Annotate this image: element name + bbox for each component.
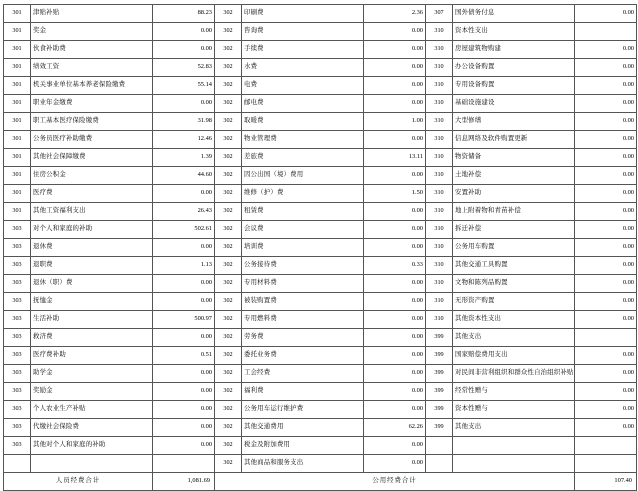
table-row	[4, 257, 637, 275]
budget-table	[3, 4, 637, 491]
cell-name: 助学金	[31, 365, 153, 383]
cell-code: 310	[426, 77, 453, 95]
cell-name: 无形资产购置	[453, 293, 575, 311]
cell-amount: 88.23	[153, 5, 215, 23]
cell-code: 310	[426, 95, 453, 113]
cell-amount: 13.11	[364, 149, 426, 167]
cell-amount: 0.00	[364, 401, 426, 419]
cell-code: 301	[4, 113, 31, 131]
cell-code: 302	[215, 23, 242, 41]
cell-amount: 0.00	[153, 185, 215, 203]
cell-name: 其他支出	[453, 329, 575, 347]
cell-name	[453, 455, 575, 473]
cell-name: 其他商品和服务支出	[242, 455, 364, 473]
cell-amount: 0.00	[364, 311, 426, 329]
cell-amount: 500.97	[153, 311, 215, 329]
cell-code: 301	[4, 167, 31, 185]
table-row	[4, 383, 637, 401]
cell-name: 其他交通工具购置	[453, 257, 575, 275]
cell-code: 310	[426, 23, 453, 41]
cell-name	[453, 437, 575, 455]
cell-code: 301	[4, 5, 31, 23]
cell-name: 被装购置费	[242, 293, 364, 311]
cell-amount: 0.00	[575, 185, 637, 203]
table-row	[4, 5, 637, 23]
cell-name: 奖励金	[31, 383, 153, 401]
cell-name: 税金及附加费用	[242, 437, 364, 455]
cell-amount: 31.98	[153, 113, 215, 131]
cell-amount: 0.00	[575, 311, 637, 329]
cell-amount: 0.00	[364, 23, 426, 41]
cell-amount: 0.00	[364, 239, 426, 257]
cell-name: 手续费	[242, 41, 364, 59]
cell-amount: 44.60	[153, 167, 215, 185]
table-row	[4, 113, 637, 131]
cell-name: 租赁费	[242, 203, 364, 221]
cell-code: 399	[426, 419, 453, 437]
cell-name: 生活补助	[31, 311, 153, 329]
cell-name: 印刷费	[242, 5, 364, 23]
cell-code: 303	[4, 311, 31, 329]
cell-name: 退休费	[31, 239, 153, 257]
cell-amount: 0.00	[364, 437, 426, 455]
cell-code: 303	[4, 293, 31, 311]
cell-name: 物业管理费	[242, 131, 364, 149]
cell-code: 302	[215, 239, 242, 257]
cell-name: 医疗费补助	[31, 347, 153, 365]
cell-code: 399	[426, 347, 453, 365]
cell-code: 301	[4, 77, 31, 95]
cell-amount: 0.00	[153, 383, 215, 401]
cell-amount: 0.00	[575, 383, 637, 401]
table-row	[4, 365, 637, 383]
cell-name: 差旅费	[242, 149, 364, 167]
table-row	[4, 77, 637, 95]
cell-code: 302	[215, 131, 242, 149]
cell-amount: 0.00	[364, 131, 426, 149]
cell-code: 310	[426, 113, 453, 131]
table-row	[4, 167, 637, 185]
cell-name: 退职费	[31, 257, 153, 275]
cell-code: 310	[426, 275, 453, 293]
cell-code: 302	[215, 257, 242, 275]
cell-code: 310	[426, 221, 453, 239]
cell-name: 维修（护）费	[242, 185, 364, 203]
cell-code: 302	[215, 401, 242, 419]
cell-code: 302	[215, 167, 242, 185]
cell-name: 专用设备购置	[453, 77, 575, 95]
cell-name: 专用材料费	[242, 275, 364, 293]
cell-code: 310	[426, 59, 453, 77]
cell-code: 310	[426, 293, 453, 311]
cell-code: 302	[215, 203, 242, 221]
cell-amount	[575, 23, 637, 41]
cell-code: 303	[4, 347, 31, 365]
table-row	[4, 275, 637, 293]
cell-name: 大型修缮	[453, 113, 575, 131]
table-row	[4, 401, 637, 419]
cell-amount: 0.00	[575, 347, 637, 365]
cell-amount	[575, 329, 637, 347]
cell-name: 救济费	[31, 329, 153, 347]
cell-code: 303	[4, 275, 31, 293]
cell-code	[426, 455, 453, 473]
cell-name: 公务员医疗补助缴费	[31, 131, 153, 149]
cell-amount: 0.00	[575, 203, 637, 221]
cell-amount: 0.00	[575, 41, 637, 59]
cell-amount	[575, 455, 637, 473]
cell-code: 303	[4, 239, 31, 257]
cell-code: 307	[426, 5, 453, 23]
cell-amount: 0.00	[153, 239, 215, 257]
cell-name: 培训费	[242, 239, 364, 257]
cell-code: 303	[4, 365, 31, 383]
cell-name: 取暖费	[242, 113, 364, 131]
cell-amount: 0.00	[364, 59, 426, 77]
cell-code: 302	[215, 221, 242, 239]
cell-amount: 0.00	[364, 365, 426, 383]
cell-name: 奖金	[31, 23, 153, 41]
cell-amount: 0.00	[575, 401, 637, 419]
cell-amount: 0.00	[153, 329, 215, 347]
cell-name: 对民间非营利组织和群众性自治组织补贴	[453, 365, 575, 383]
cell-name: 医疗费	[31, 185, 153, 203]
table-row	[4, 311, 637, 329]
cell-amount: 0.00	[575, 365, 637, 383]
cell-code: 302	[215, 329, 242, 347]
cell-code: 310	[426, 149, 453, 167]
cell-code: 302	[215, 383, 242, 401]
totals-row	[4, 473, 637, 491]
cell-name: 资本性支出	[453, 23, 575, 41]
cell-code: 303	[4, 419, 31, 437]
cell-code: 399	[426, 401, 453, 419]
cell-amount: 0.00	[364, 95, 426, 113]
cell-name: 拆迁补偿	[453, 221, 575, 239]
cell-name: 职业年金缴费	[31, 95, 153, 113]
cell-amount: 0.00	[575, 59, 637, 77]
table-row	[4, 23, 637, 41]
cell-amount: 0.00	[575, 95, 637, 113]
cell-amount: 2.36	[364, 5, 426, 23]
cell-code: 303	[4, 383, 31, 401]
cell-code: 302	[215, 455, 242, 473]
cell-amount: 0.00	[153, 365, 215, 383]
cell-name: 安置补助	[453, 185, 575, 203]
cell-amount: 55.14	[153, 77, 215, 95]
cell-amount: 62.26	[364, 419, 426, 437]
table-row	[4, 59, 637, 77]
cell-name: 公务用车运行维护费	[242, 401, 364, 419]
cell-name: 其他对个人和家庭的补助	[31, 437, 153, 455]
cell-code: 303	[4, 401, 31, 419]
cell-amount: 0.00	[364, 455, 426, 473]
table-row	[4, 203, 637, 221]
cell-name: 邮电费	[242, 95, 364, 113]
cell-amount: 0.00	[575, 239, 637, 257]
cell-code: 302	[215, 437, 242, 455]
cell-name: 国家赔偿费用支出	[453, 347, 575, 365]
cell-name	[31, 455, 153, 473]
cell-code: 302	[215, 275, 242, 293]
table-row	[4, 437, 637, 455]
cell-name: 地上附着物和青苗补偿	[453, 203, 575, 221]
cell-amount	[575, 437, 637, 455]
cell-amount: 1.50	[364, 185, 426, 203]
cell-name: 经常性赠与	[453, 383, 575, 401]
cell-amount: 1.13	[153, 257, 215, 275]
cell-amount: 0.00	[153, 293, 215, 311]
cell-name: 房屋建筑物购建	[453, 41, 575, 59]
cell-name: 工会经费	[242, 365, 364, 383]
cell-name: 专用燃料费	[242, 311, 364, 329]
cell-code: 302	[215, 41, 242, 59]
cell-name: 津贴补贴	[31, 5, 153, 23]
cell-name: 对个人和家庭的补助	[31, 221, 153, 239]
cell-name: 代缴社会保险费	[31, 419, 153, 437]
cell-amount: 0.00	[364, 167, 426, 185]
cell-code: 310	[426, 167, 453, 185]
table-row	[4, 293, 637, 311]
cell-amount	[153, 455, 215, 473]
table-row	[4, 329, 637, 347]
cell-code: 302	[215, 185, 242, 203]
cell-amount: 0.00	[575, 419, 637, 437]
cell-name: 文物和陈列品购置	[453, 275, 575, 293]
table-row	[4, 95, 637, 113]
cell-amount: 0.00	[153, 95, 215, 113]
cell-code: 399	[426, 383, 453, 401]
cell-amount: 52.83	[153, 59, 215, 77]
cell-name: 其他工资福利支出	[31, 203, 153, 221]
cell-name: 信息网络及软件购置更新	[453, 131, 575, 149]
cell-code: 302	[215, 347, 242, 365]
cell-amount: 0.00	[364, 329, 426, 347]
cell-name: 会议费	[242, 221, 364, 239]
cell-code: 310	[426, 41, 453, 59]
cell-name: 个人农业生产补贴	[31, 401, 153, 419]
cell-code: 302	[215, 311, 242, 329]
cell-amount: 0.00	[575, 149, 637, 167]
cell-code: 301	[4, 23, 31, 41]
cell-amount: 0.00	[153, 401, 215, 419]
cell-amount: 0.00	[575, 293, 637, 311]
table-row	[4, 131, 637, 149]
cell-name: 资本性赠与	[453, 401, 575, 419]
cell-code: 303	[4, 221, 31, 239]
cell-code: 301	[4, 185, 31, 203]
cell-amount: 502.61	[153, 221, 215, 239]
cell-name: 公务用车购置	[453, 239, 575, 257]
cell-code: 302	[215, 293, 242, 311]
cell-name: 因公出国（境）费用	[242, 167, 364, 185]
cell-code	[426, 437, 453, 455]
cell-code: 302	[215, 59, 242, 77]
cell-amount: 1.39	[153, 149, 215, 167]
cell-amount: 0.00	[364, 77, 426, 95]
cell-code: 301	[4, 131, 31, 149]
table-row	[4, 347, 637, 365]
cell-amount: 0.00	[364, 221, 426, 239]
cell-amount: 0.00	[364, 347, 426, 365]
cell-name: 住房公积金	[31, 167, 153, 185]
cell-name: 国外债务付息	[453, 5, 575, 23]
cell-name: 绩效工资	[31, 59, 153, 77]
cell-code: 301	[4, 95, 31, 113]
cell-amount: 0.00	[575, 275, 637, 293]
cell-amount: 0.00	[364, 383, 426, 401]
table-row	[4, 239, 637, 257]
cell-name: 土地补偿	[453, 167, 575, 185]
cell-amount: 0.00	[153, 23, 215, 41]
cell-code: 310	[426, 257, 453, 275]
cell-code: 301	[4, 203, 31, 221]
cell-code: 301	[4, 41, 31, 59]
personnel-total-amount: 1,081.69	[153, 473, 215, 491]
cell-code: 302	[215, 5, 242, 23]
cell-code: 310	[426, 131, 453, 149]
cell-code: 302	[215, 149, 242, 167]
cell-amount: 0.00	[153, 275, 215, 293]
cell-name: 机关事业单位基本养老保险缴费	[31, 77, 153, 95]
cell-amount: 26.43	[153, 203, 215, 221]
cell-amount: 0.00	[153, 437, 215, 455]
cell-amount: 0.00	[575, 167, 637, 185]
cell-name: 其他支出	[453, 419, 575, 437]
cell-amount: 0.33	[364, 257, 426, 275]
table-row	[4, 185, 637, 203]
table-row	[4, 41, 637, 59]
cell-name: 物资储备	[453, 149, 575, 167]
cell-name: 退休（职）费	[31, 275, 153, 293]
cell-code: 303	[4, 329, 31, 347]
cell-name: 公务接待费	[242, 257, 364, 275]
cell-code: 302	[215, 419, 242, 437]
cell-name: 基础设施建设	[453, 95, 575, 113]
cell-name: 电费	[242, 77, 364, 95]
public-total-amount: 107.40	[575, 473, 637, 491]
cell-code: 303	[4, 437, 31, 455]
cell-name: 委托业务费	[242, 347, 364, 365]
cell-code	[4, 455, 31, 473]
cell-amount: 0.00	[364, 203, 426, 221]
cell-name: 咨询费	[242, 23, 364, 41]
cell-code: 302	[215, 365, 242, 383]
cell-code: 303	[4, 257, 31, 275]
personnel-total-label: 人员经费合计	[4, 473, 153, 491]
cell-code: 302	[215, 113, 242, 131]
cell-amount: 12.46	[153, 131, 215, 149]
table-row	[4, 149, 637, 167]
cell-code: 310	[426, 203, 453, 221]
cell-name: 其他交通费用	[242, 419, 364, 437]
cell-code: 310	[426, 239, 453, 257]
cell-amount: 0.00	[153, 41, 215, 59]
cell-amount: 0.00	[364, 41, 426, 59]
cell-amount: 0.00	[575, 113, 637, 131]
table-row	[4, 455, 637, 473]
cell-name: 伙食补助费	[31, 41, 153, 59]
cell-amount: 0.00	[364, 275, 426, 293]
cell-amount: 0.51	[153, 347, 215, 365]
cell-amount: 0.00	[575, 77, 637, 95]
cell-name: 水费	[242, 59, 364, 77]
cell-code: 302	[215, 95, 242, 113]
cell-amount: 0.00	[575, 5, 637, 23]
cell-name: 劳务费	[242, 329, 364, 347]
cell-amount: 0.00	[575, 221, 637, 239]
table-row	[4, 221, 637, 239]
cell-name: 福利费	[242, 383, 364, 401]
cell-code: 310	[426, 311, 453, 329]
public-total-label: 公用经费合计	[215, 473, 575, 491]
cell-amount: 1.00	[364, 113, 426, 131]
cell-code: 399	[426, 329, 453, 347]
cell-name: 其他社会保障缴费	[31, 149, 153, 167]
cell-code: 302	[215, 77, 242, 95]
cell-code: 399	[426, 365, 453, 383]
cell-name: 抚恤金	[31, 293, 153, 311]
cell-amount: 0.00	[575, 257, 637, 275]
cell-name: 职工基本医疗保险缴费	[31, 113, 153, 131]
budget-table-body	[4, 5, 637, 491]
cell-name: 办公设备购置	[453, 59, 575, 77]
cell-amount: 0.00	[153, 419, 215, 437]
cell-code: 301	[4, 149, 31, 167]
cell-name: 其他资本性支出	[453, 311, 575, 329]
cell-code: 301	[4, 59, 31, 77]
cell-amount: 0.00	[575, 131, 637, 149]
cell-code: 310	[426, 185, 453, 203]
cell-amount: 0.00	[364, 293, 426, 311]
